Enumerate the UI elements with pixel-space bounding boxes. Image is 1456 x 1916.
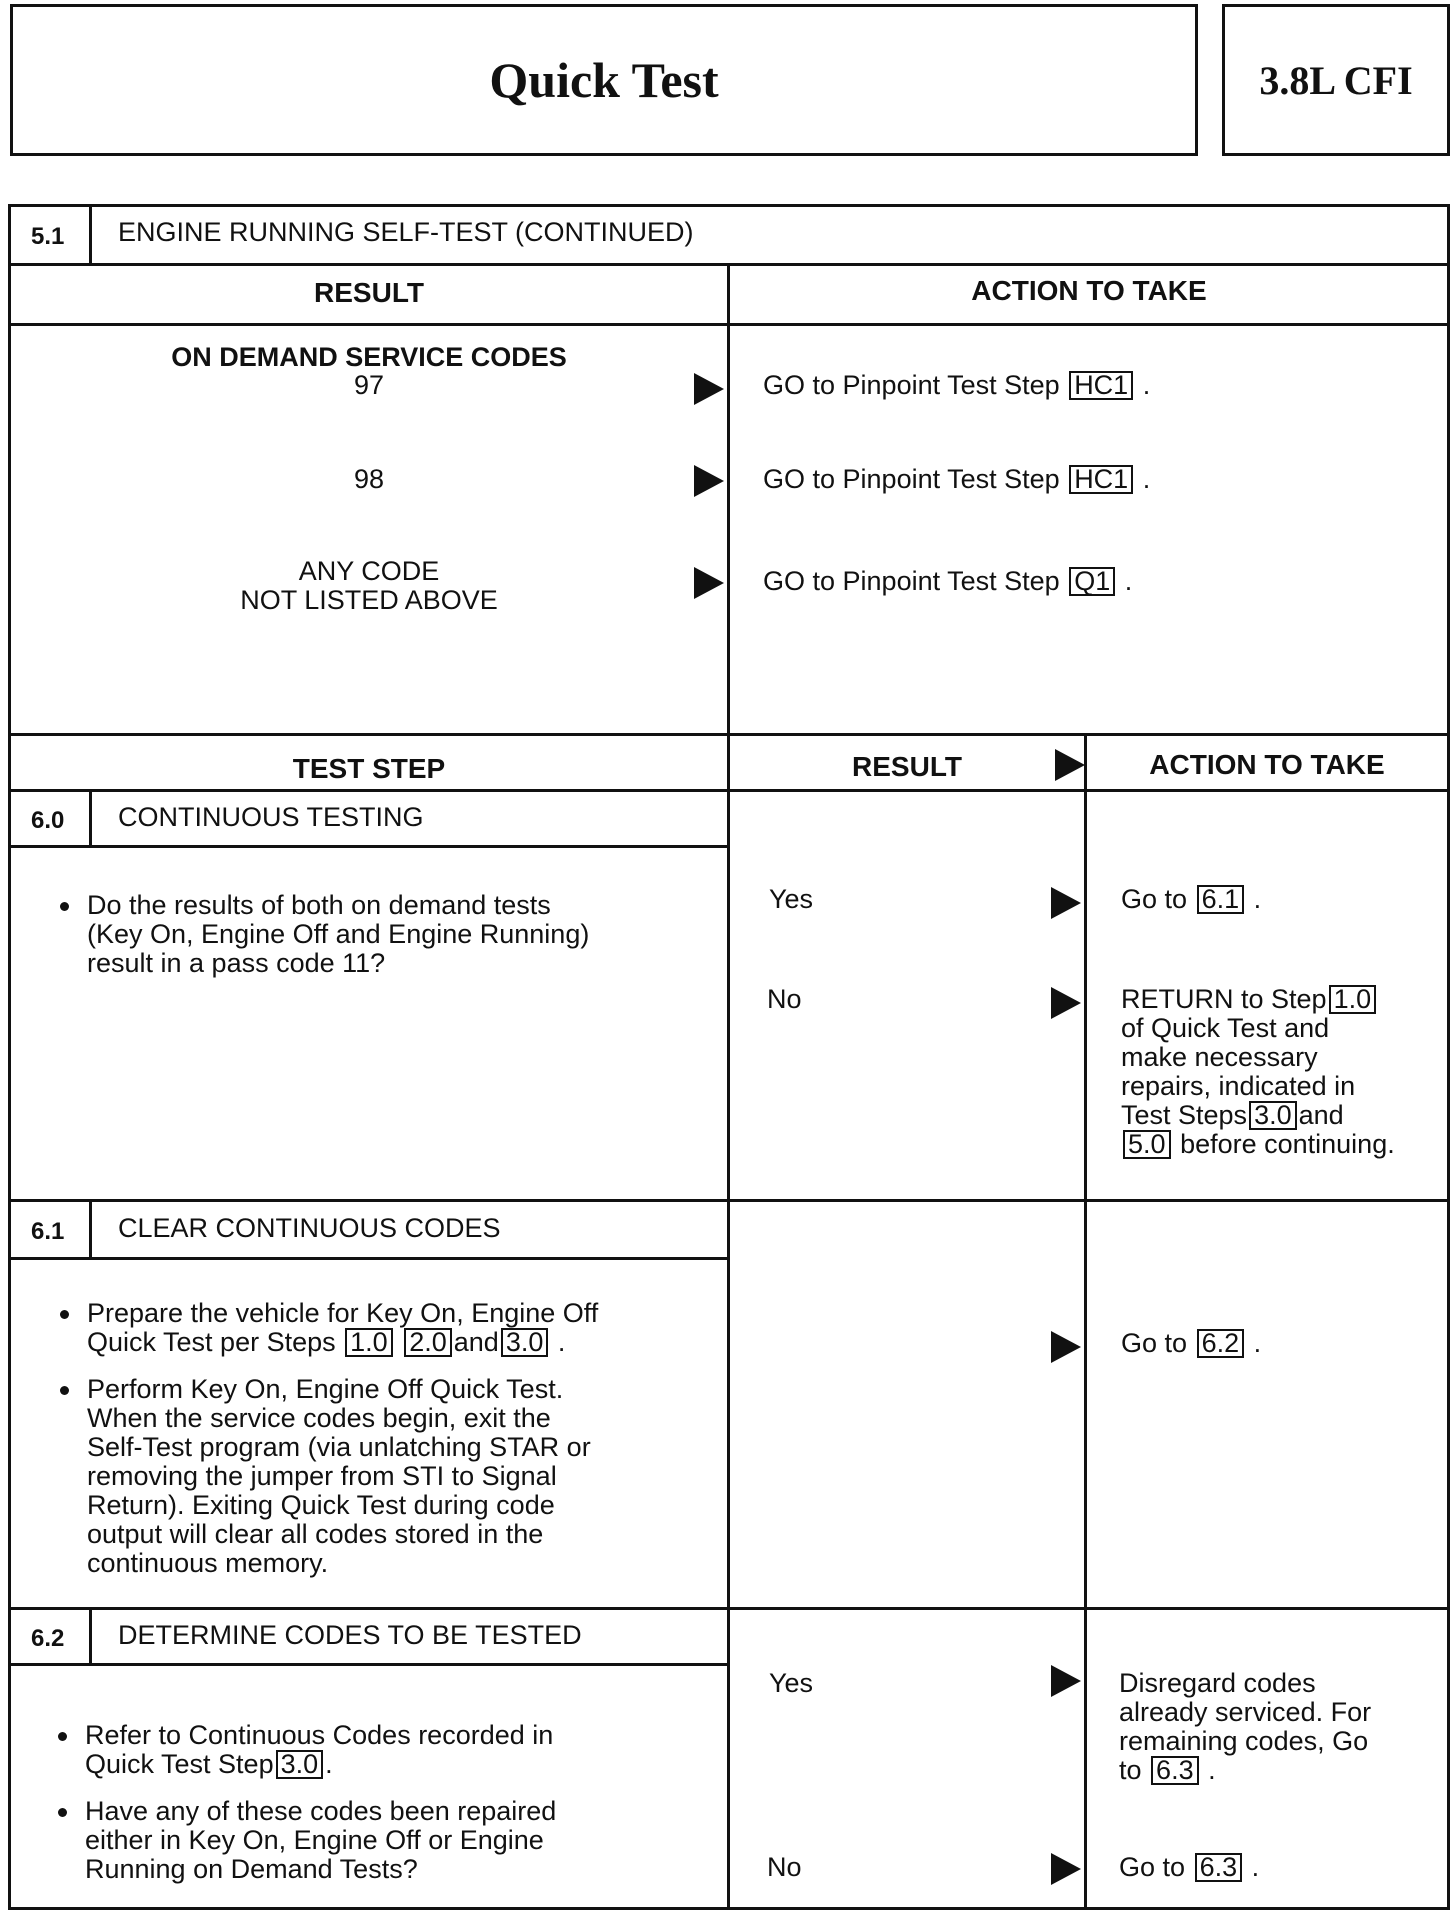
step-ref[interactable]: 1.0 [1329,985,1377,1014]
action-no-6-0: RETURN to Step 1.0 of Quick Test and make necessary repairs, indicated in Test Steps 3.0 and 5.0 before continuing. [1121,984,1395,1159]
action-row-98: GO to Pinpoint Test Step HC1 . [763,464,1151,494]
step-ref[interactable]: 3.0 [276,1750,324,1779]
bullet-dot [58,1732,67,1741]
divider [11,1663,728,1666]
arrow-icon [1051,1331,1081,1363]
arrow-icon [1055,749,1085,781]
step-title-5-1: ENGINE RUNNING SELF-TEST (CONTINUED) [118,217,694,247]
bullet-dot [60,1310,69,1319]
step-ref[interactable]: 5.0 [1123,1130,1171,1159]
arrow-icon [694,373,724,405]
step-ref[interactable]: HC1 [1069,371,1133,400]
bullet-dot [60,902,69,911]
step-number-6-2: 6.2 [31,1625,65,1652]
step-ref[interactable]: HC1 [1069,465,1133,494]
bullet-6-0: Do the results of both on demand tests (Key On, Engine Off and Engine Running) result in a pass code 11? [87,891,589,978]
col-header-result-2: RESULT [852,751,962,782]
divider [11,1199,1447,1202]
step-ref[interactable]: 1.0 [345,1328,393,1357]
quick-test-table [8,204,1450,1910]
divider [89,1607,92,1665]
divider [89,1199,92,1259]
bullet-6-2-b: Have any of these codes been repaired either in Key On, Engine Off or Engine Running on Demand Tests? [85,1797,556,1884]
step-ref[interactable]: 6.3 [1151,1756,1199,1785]
action-6-1: Go to 6.2 . [1121,1328,1262,1358]
divider [727,263,730,735]
step-title-6-2: DETERMINE CODES TO BE TESTED [118,1620,582,1650]
bullet-dot [58,1808,67,1817]
bullet-6-1-b: Perform Key On, Engine Off Quick Test. When the service codes begin, exit the Self-Test program (via unlatching STAR or removing the jumper from STI to Signal Return). Exiting Quick Test during code output will clear all codes stored in the continuous memory. [87,1375,591,1578]
code-any-line2: NOT LISTED ABOVE [240,585,498,615]
divider [89,789,92,847]
action-yes-6-2: Disregard codes already serviced. For remaining codes, Go to 6.3 . [1119,1668,1372,1785]
code-any-line1: ANY CODE [298,556,440,586]
step-number-6-0: 6.0 [31,807,65,834]
col-header-action: ACTION TO TAKE [971,275,1207,306]
page-title: Quick Test [489,52,719,108]
bullet-6-2-a: Refer to Continuous Codes recorded in Quick Test Step 3.0 . [85,1721,553,1779]
arrow-icon [1051,1665,1081,1697]
action-row-97: GO to Pinpoint Test Step HC1 . [763,370,1151,400]
step-ref[interactable]: Q1 [1069,567,1115,596]
arrow-icon [694,567,724,599]
arrow-icon [1051,1853,1081,1885]
action-yes-6-0: Go to 6.1 . [1121,884,1262,914]
engine-label: 3.8L CFI [1259,57,1413,103]
result-no-6-0: No [767,984,802,1014]
arrow-icon [1051,987,1081,1019]
arrow-icon [1051,887,1081,919]
result-yes-6-2: Yes [769,1668,814,1698]
engine-label-box [1222,4,1450,156]
action-row-any: GO to Pinpoint Test Step Q1 . [763,566,1133,596]
arrow-icon [694,465,724,497]
divider [11,1257,728,1260]
bullet-6-1-a: Prepare the vehicle for Key On, Engine Off Quick Test per Steps 1.0 2.0 and 3.0 . [87,1299,598,1357]
result-no-6-2: No [767,1852,802,1882]
page-title-box [10,4,1198,156]
divider [11,1607,1447,1610]
step-ref[interactable]: 3.0 [1249,1101,1297,1130]
step-number-6-1: 6.1 [31,1218,65,1245]
codes-heading: ON DEMAND SERVICE CODES [171,342,567,372]
divider [727,733,730,1910]
step-ref[interactable]: 6.3 [1195,1853,1243,1882]
col-header-test-step: TEST STEP [292,753,446,784]
code-98: 98 [353,464,385,494]
code-97: 97 [353,370,385,400]
step-ref[interactable]: 6.2 [1197,1329,1245,1358]
step-ref[interactable]: 3.0 [501,1328,549,1357]
step-title-6-1: CLEAR CONTINUOUS CODES [118,1213,501,1243]
col-header-action-2: ACTION TO TAKE [1149,749,1385,780]
step-number-5-1: 5.1 [31,223,65,250]
col-header-result: RESULT [314,277,424,308]
divider [89,207,92,263]
divider [11,323,1447,326]
step-ref[interactable]: 6.1 [1197,885,1245,914]
divider [11,845,728,848]
result-yes-6-0: Yes [769,884,814,914]
step-ref[interactable]: 2.0 [404,1328,452,1357]
divider [1084,733,1087,1910]
action-no-6-2: Go to 6.3 . [1119,1852,1260,1882]
step-title-6-0: CONTINUOUS TESTING [118,802,424,832]
bullet-dot [60,1386,69,1395]
